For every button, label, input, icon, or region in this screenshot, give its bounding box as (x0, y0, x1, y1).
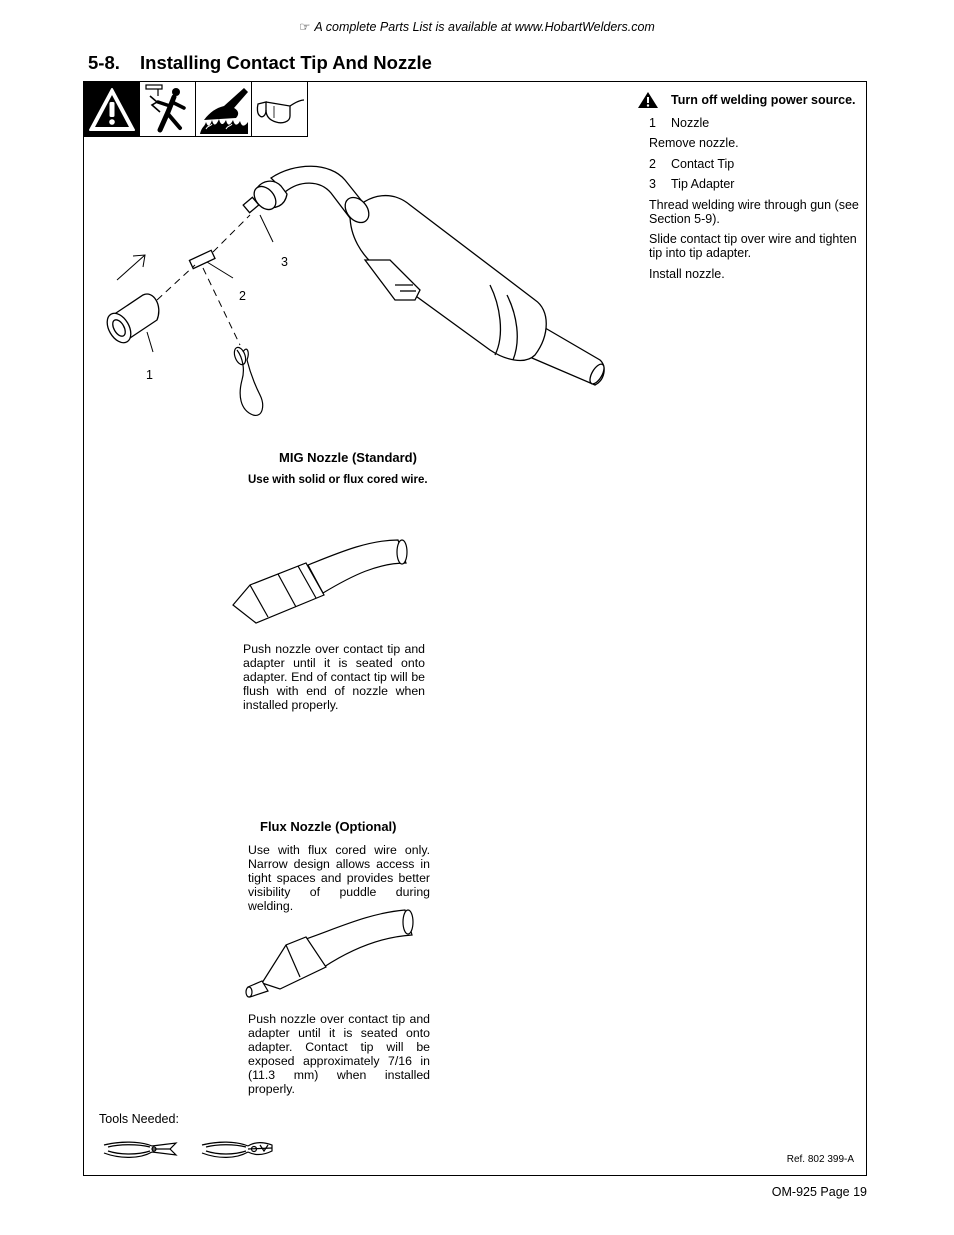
needle-nose-pliers-icon (198, 1135, 280, 1165)
warning-triangle-icon (637, 91, 659, 109)
flux-nozzle-text: Push nozzle over contact tip and adapter until it is seated onto adapter. Contact tip will be exposed approximately 7/16 in (11.3 mm) when installed properly. (248, 1012, 430, 1096)
mig-nozzle-text: Push nozzle over contact tip and adapter until it is seated onto adapter. End of contact tip will be flush with end of nozzle when installed properly. (243, 642, 425, 712)
thread-wire-text: Thread welding wire through gun (see Section 5-9). (649, 197, 859, 226)
callout-2: 2 (239, 289, 246, 303)
slide-tip-text: Slide contact tip over wire and tighten tip into tip adapter. (649, 232, 857, 260)
warning-text: Turn off welding power source. (671, 93, 856, 107)
remove-nozzle-text: Remove nozzle. (649, 136, 739, 150)
list-item: 2 Contact Tip (649, 156, 735, 171)
mig-nozzle-heading: MIG Nozzle (Standard) (279, 450, 417, 465)
safety-glasses-icon (252, 82, 308, 137)
callout-1: 1 (146, 368, 153, 382)
flux-nozzle-heading: Flux Nozzle (Optional) (260, 819, 397, 834)
pointing-hand-icon: ☞ (299, 20, 311, 34)
tools-needed-label: Tools Needed: (99, 1112, 179, 1126)
diagonal-cutters-icon (100, 1135, 182, 1165)
section-number: 5-8. (88, 52, 120, 73)
parts-list-note (0, 19, 954, 34)
callout-3: 3 (281, 255, 288, 269)
mig-nozzle-subheading: Use with solid or flux cored wire. (248, 474, 428, 486)
flux-nozzle-illustration (240, 905, 420, 1000)
instructions (637, 91, 859, 287)
hot-parts-icon (196, 82, 252, 137)
section-title-text: Installing Contact Tip And Nozzle (140, 52, 432, 73)
gun-assembly-illustration (95, 160, 615, 430)
reference-number: Ref. 802 399-A (786, 1154, 854, 1165)
list-item: 3 Tip Adapter (649, 177, 735, 191)
warning-line (637, 91, 859, 109)
mig-nozzle-illustration (228, 535, 418, 625)
parts-list-note-text: A complete Parts List is available at www.HobartWelders.com (314, 20, 655, 34)
electric-shock-icon (140, 82, 196, 137)
page-number: OM-925 Page 19 (771, 1185, 867, 1199)
safety-icons (84, 82, 308, 137)
warning-triangle-icon (84, 82, 140, 137)
flux-nozzle-description: Use with flux cored wire only. Narrow design allows access in tight spaces and provides better visibility of puddle during welding. (248, 843, 430, 913)
list-item: 1 Nozzle (649, 115, 710, 130)
install-nozzle-text: Install nozzle. (649, 266, 725, 281)
section-title (88, 52, 432, 74)
